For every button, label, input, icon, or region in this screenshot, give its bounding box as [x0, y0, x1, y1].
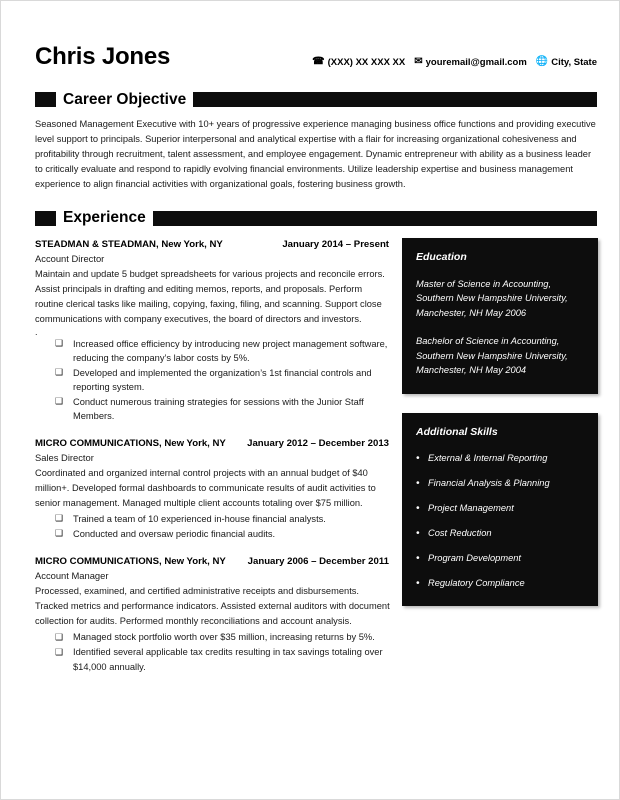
skill-text: Program Development: [428, 552, 522, 563]
section-marker-square: [35, 92, 56, 107]
job-bullet: [55, 512, 397, 527]
job-bullet: [55, 337, 397, 366]
candidate-name: Chris Jones: [35, 43, 171, 70]
phone-number: (XXX) XX XXX XX: [327, 56, 406, 68]
job-dates: January 2012 – December 2013: [247, 437, 389, 449]
job-bullet: [55, 645, 397, 675]
job-description: Processed, examined, and certified administrative receipts and disbursements. Tracked metrics and performance indicators. Assisted external auditors with document collection for audits. Performed monthly reconciliations and account analysis.: [35, 585, 390, 627]
bullet-text: Conducted and oversaw periodic financial audits.: [73, 528, 276, 539]
job-company: STEADMAN & STEADMAN, New York, NY: [35, 239, 223, 251]
skill-item: [416, 452, 584, 465]
stray-period: .: [35, 326, 38, 337]
job-bullet: [55, 527, 397, 542]
education-item: Bachelor of Science in Accounting, Southern New Hampshire University, Manchester, NH May 2004: [416, 335, 568, 376]
body-columns: [1, 228, 619, 675]
sidebar-column: [397, 228, 619, 605]
section-header-experience: [35, 208, 597, 228]
skill-item: [416, 502, 584, 515]
skills-panel-title: Additional Skills: [416, 425, 498, 438]
bullet-text: Developed and implemented the organization’s 1st financial controls and reporting system.: [73, 367, 372, 392]
bullet-text: Managed stock portfolio worth over $35 million, increasing returns by 5%.: [73, 632, 375, 643]
section-title-objective: Career Objective: [63, 90, 187, 108]
envelope-icon: ✉: [414, 56, 423, 67]
telephone-icon: ☎: [312, 56, 325, 67]
experience-section: [1, 208, 619, 675]
job-bullet: [55, 395, 397, 424]
skill-item: [416, 527, 584, 540]
education-panel-title: Education: [416, 251, 467, 264]
education-panel: [402, 238, 598, 394]
bullet-square-icon: ❑: [55, 631, 64, 642]
bullet-dot-icon: •: [416, 527, 420, 539]
additional-skills-panel: [402, 413, 598, 606]
job-heading: [35, 438, 397, 449]
section-rule-bar: [153, 211, 597, 226]
job-entry: [35, 239, 397, 423]
objective-paragraph: Seasoned Management Executive with 10+ years of progressive experience managing business office functions and providing executive level support to principals. Superior interpersonal and analytical expertise with a flair for increasing organizational cohesiveness and profitability through recruitment, talent assessment, and employee engagement. Dynamic entrepreneur with ability as a business leader to critically evaluate and respond to rapidly evolving financial environments. Utilize leadership expertise and business management experience to align financial activities with organizational goals, fostering business growth.: [35, 118, 596, 190]
job-dates: January 2014 – Present: [282, 239, 389, 251]
bullet-square-icon: ❑: [55, 367, 64, 377]
job-bullet-list: [35, 512, 397, 542]
skill-text: Project Management: [428, 502, 514, 513]
job-bullet-list: [35, 337, 397, 424]
job-entry: [35, 556, 397, 675]
job-title: Sales Director: [35, 451, 94, 463]
bullet-square-icon: ❑: [55, 528, 64, 539]
job-heading: [35, 556, 397, 567]
skill-item: [416, 577, 584, 590]
bullet-dot-icon: •: [416, 477, 420, 489]
bullet-dot-icon: •: [416, 552, 420, 564]
experience-column: [1, 228, 397, 675]
skill-text: External & Internal Reporting: [428, 452, 548, 463]
education-item: Master of Science in Accounting, Southern New Hampshire University, Manchester, NH May 2006: [416, 278, 568, 319]
bullet-text: Conduct numerous training strategies for sessions with the Junior Staff Members.: [73, 396, 364, 421]
bullet-square-icon: ❑: [55, 513, 64, 524]
resume-header: [1, 1, 619, 70]
job-dates: January 2006 – December 2011: [247, 555, 389, 567]
email-address[interactable]: youremail@gmail.com: [425, 56, 527, 68]
job-title: Account Manager: [35, 569, 109, 581]
job-bullet: [55, 630, 397, 645]
bullet-square-icon: ❑: [55, 338, 64, 348]
skill-item: [416, 552, 584, 565]
section-rule-bar: [193, 92, 597, 107]
location-text: City, State: [551, 56, 597, 68]
skill-text: Financial Analysis & Planning: [428, 477, 550, 488]
section-title-experience: Experience: [63, 209, 146, 227]
bullet-square-icon: ❑: [55, 646, 64, 657]
globe-location-icon: 🌐: [535, 56, 549, 67]
job-entry: [35, 438, 397, 542]
job-bullet: [55, 366, 397, 395]
bullet-dot-icon: •: [416, 502, 420, 514]
bullet-dot-icon: •: [416, 577, 420, 589]
job-description: Maintain and update 5 budget spreadsheets for various projects and reconcile errors. Assist principals in drafting and editing memos, reports, and proposals. Perform routine clerical tasks like mailing, copying, faxing, filing, and scanning. Support close communications with company executives, the board of directors and investors.: [35, 269, 385, 325]
skills-list: [416, 452, 584, 590]
job-title: Account Director: [35, 253, 105, 265]
job-heading: [35, 239, 397, 250]
job-company: MICRO COMMUNICATIONS, New York, NY: [35, 437, 226, 449]
bullet-text: Identified several applicable tax credits resulting in tax savings totaling over $14,000 annually.: [73, 647, 383, 673]
career-objective-section: [1, 90, 619, 193]
job-description: Coordinated and organized internal control projects with an annual budget of $40 million+. Developed formal dashboards to communicate results of audit activities to senior management. Managed multiple client accounts totaling over $75 million.: [35, 467, 376, 508]
skill-text: Regulatory Compliance: [428, 577, 525, 588]
skill-item: [416, 477, 584, 490]
job-company: MICRO COMMUNICATIONS, New York, NY: [35, 555, 226, 567]
bullet-text: Trained a team of 10 experienced in-house financial analysts.: [73, 513, 326, 524]
section-header-objective: [35, 90, 597, 110]
bullet-square-icon: ❑: [55, 396, 64, 406]
bullet-dot-icon: •: [416, 452, 420, 464]
job-bullet-list: [35, 630, 397, 675]
bullet-text: Increased office efficiency by introducing new project management software, reducing the company’s labor costs by 5%.: [73, 338, 388, 363]
section-marker-square: [35, 211, 56, 226]
contact-info: [312, 57, 597, 70]
skill-text: Cost Reduction: [428, 527, 492, 538]
